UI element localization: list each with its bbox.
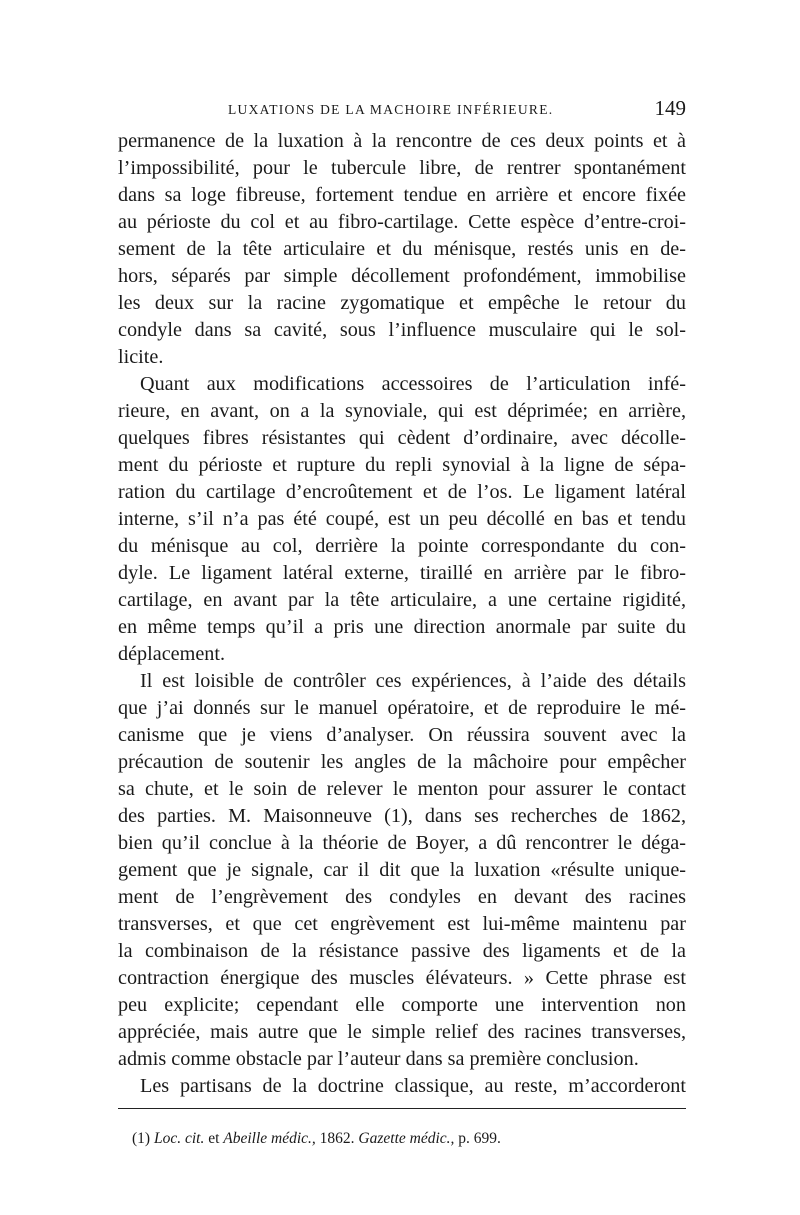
footnote-page: p. 699. <box>458 1130 501 1147</box>
paragraph <box>118 371 686 668</box>
text-line: condyle dans sa cavité, sous l’influence musculaire qui le sol- <box>118 319 686 341</box>
paragraph <box>118 668 686 1073</box>
text-line: bien qu’il conclue à la théorie de Boyer, a dû rencontrer le déga- <box>118 832 686 854</box>
text-line: admis comme obstacle par l’auteur dans sa première conclusion. <box>118 1048 639 1070</box>
text-line: les deux sur la racine zygomatique et empêche le retour du <box>118 292 686 314</box>
text-line: gement que je signale, car il dit que la luxation «résulte unique- <box>118 859 686 881</box>
text-line: appréciée, mais autre que le simple relief des racines transverses, <box>118 1021 686 1043</box>
footnote-source-2: Gazette médic., <box>358 1130 455 1147</box>
footnote-marker: (1) <box>132 1130 151 1147</box>
footnote-loc-cit: Loc. cit. <box>153 1130 205 1147</box>
page-number: 149 <box>654 96 686 120</box>
text-line: ration du cartilage d’encroûtement et de l’os. Le ligament latéral <box>118 481 686 503</box>
text-line: licite. <box>118 346 164 368</box>
text-line: canisme que je viens d’analyser. On réussira souvent avec la <box>118 724 686 746</box>
text-line: cartilage, en avant par la tête articulaire, a une certaine rigidité, <box>118 589 686 611</box>
text-line: que j’ai donnés sur le manuel opératoire, et de reproduire le mé- <box>118 697 686 719</box>
text-line: interne, s’il n’a pas été coupé, est un peu décollé en bas et tendu <box>118 508 686 530</box>
text-line: transverses, et que cet engrèvement est lui-même maintenu par <box>118 913 686 935</box>
text-line: du ménisque au col, derrière la pointe correspondante du con- <box>118 535 686 557</box>
text-line: ment de l’engrèvement des condyles en devant des racines <box>118 886 686 908</box>
text-line: hors, séparés par simple décollement profondément, immobilise <box>118 265 686 287</box>
text-line: déplacement. <box>118 643 226 665</box>
text-line: précaution de soutenir les angles de la mâchoire pour empêcher <box>118 751 686 773</box>
text-line: en même temps qu’il a pris une direction anormale par suite du <box>118 616 686 638</box>
text-line: rieure, en avant, on a la synoviale, qui est déprimée; en arrière, <box>118 400 686 422</box>
text-line: sa chute, et le soin de relever le menton pour assurer le contact <box>118 778 686 800</box>
text-line: permanence de la luxation à la rencontre de ces deux points et à <box>118 130 686 152</box>
text-line: Les partisans de la doctrine classique, au reste, m’accorderont <box>140 1075 686 1097</box>
footnote-year: 1862. <box>319 1130 355 1147</box>
paragraph <box>118 128 686 371</box>
text-line: peu explicite; cependant elle comporte une intervention non <box>118 994 686 1016</box>
text-line: Il est loisible de contrôler ces expériences, à l’aide des détails <box>140 670 686 692</box>
text-line: dyle. Le ligament latéral externe, tiraillé en arrière par le fibro- <box>118 562 686 584</box>
text-line: la combinaison de la résistance passive des ligaments et de la <box>118 940 686 962</box>
text-line: sement de la tête articulaire et du ménisque, restés unis en de- <box>118 238 686 260</box>
running-head <box>118 96 686 124</box>
text-line: contraction énergique des muscles élévateurs. » Cette phrase est <box>118 967 686 989</box>
text-line: des parties. M. Maisonneuve (1), dans ses recherches de 1862, <box>118 805 686 827</box>
text-line: l’impossibilité, pour le tubercule libre, de rentrer spontanément <box>118 157 686 179</box>
text-line: Quant aux modifications accessoires de l’articulation infé- <box>140 373 686 395</box>
running-title: LUXATIONS DE LA MACHOIRE INFÉRIEURE. <box>228 102 554 117</box>
body-text <box>118 128 686 1100</box>
text-line: quelques fibres résistantes qui cèdent d’ordinaire, avec décolle- <box>118 427 686 449</box>
text-line: dans sa loge fibreuse, fortement tendue en arrière et encore fixée <box>118 184 686 206</box>
footnote-source-1: Abeille médic., <box>223 1130 316 1147</box>
paragraph <box>118 1073 686 1100</box>
text-line: ment du périoste et rupture du repli synovial à la ligne de sépa- <box>118 454 686 476</box>
text-line: au périoste du col et au fibro-cartilage. Cette espèce d’entre-croi- <box>118 211 686 233</box>
footnote-rule <box>118 1108 686 1109</box>
footnote <box>132 1130 501 1148</box>
footnote-conj: et <box>208 1130 220 1147</box>
